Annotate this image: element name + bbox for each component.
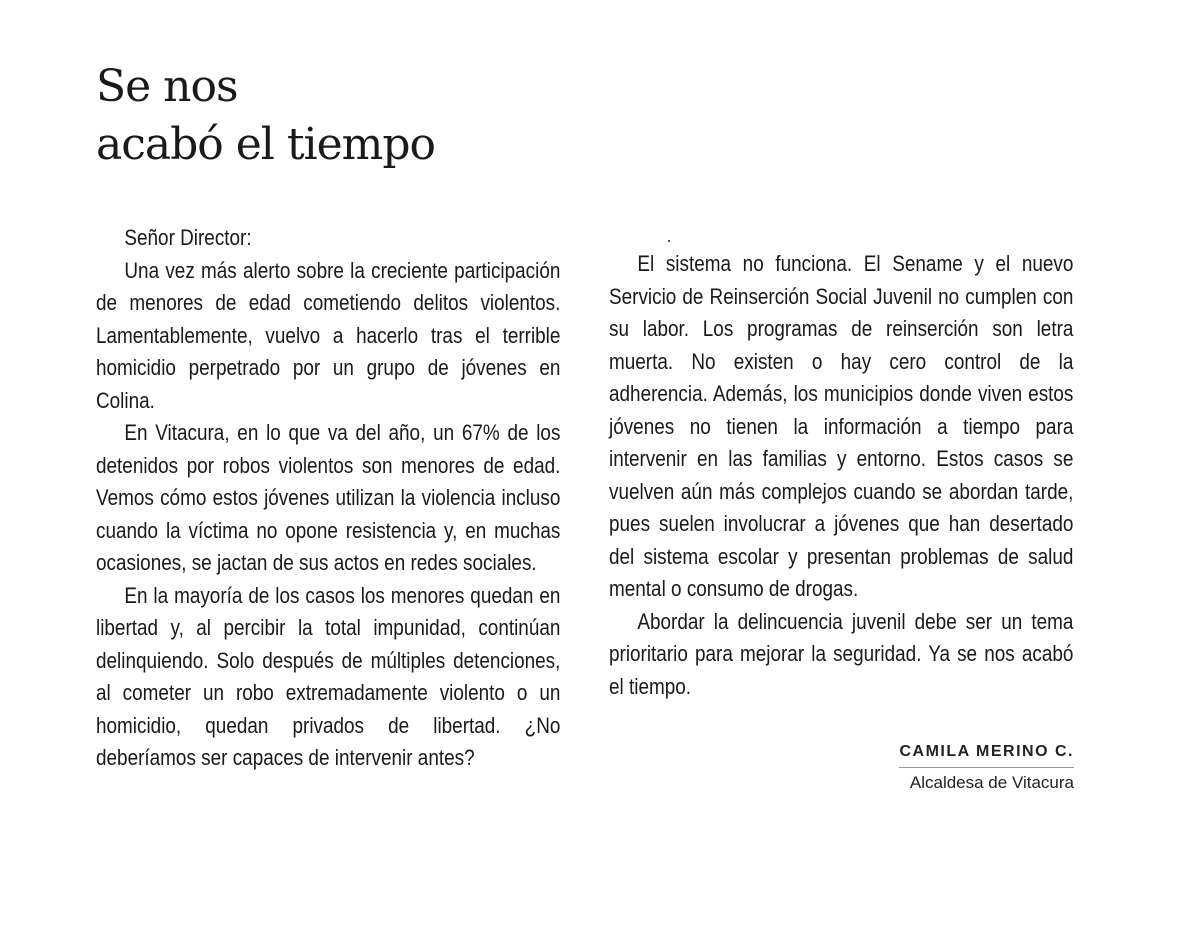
salutation: Señor Director: [124,225,252,250]
headline-line-1: Se nos [96,61,238,112]
text-column-left [96,222,560,775]
text-column-right [609,248,1073,703]
signature [899,740,1074,796]
paragraph-3: En la mayoría de los casos los menores quedan en libertad y, al percibir la total impunidad, continúan delinquiendo. Solo después de múltiples detenciones, al cometer un robo extremadamente violento o un homicidio, quedan privados de libertad. ¿No deberíamos ser capaces de intervenir antes? [96,582,561,770]
print-speck [668,240,670,242]
headline-line-2: acabó el tiempo [96,119,436,170]
paragraph-1: Una vez más alerto sobre la creciente participación de menores de edad cometiendo delitos violentos. Lamentablemente, vuelvo a hacerlo tras el terrible homicidio perpetrado por un grupo de jóvenes en Colina. [96,257,561,413]
headline [96,58,435,174]
signature-name: CAMILA MERINO C. [899,740,1074,768]
signature-role: Alcaldesa de Vitacura [909,773,1074,792]
paragraph-4: El sistema no funciona. El Sename y el nuevo Servicio de Reinserción Social Juvenil no cumplen con su labor. Los programas de reinserción son letra muerta. No existen o hay cero control de la adherencia. Además, los municipios donde viven estos jóvenes no tienen la información a tiempo para intervenir en las familias y entorno. Estos casos se vuelven aún más complejos cuando se abordan tarde, pues suelen involucrar a jóvenes que han desertado del sistema escolar y presentan problemas de salud mental o consumo de drogas. [609,251,1074,601]
paragraph-2: En Vitacura, en lo que va del año, un 67% de los detenidos por robos violentos son menores de edad. Vemos cómo estos jóvenes utilizan la violencia incluso cuando la víctima no opone resistencia y, en muchas ocasiones, se jactan de sus actos en redes sociales. [96,420,561,575]
paragraph-5: Abordar la delincuencia juvenil debe ser un tema prioritario para mejorar la seguridad. Ya se nos acabó el tiempo. [609,608,1074,699]
